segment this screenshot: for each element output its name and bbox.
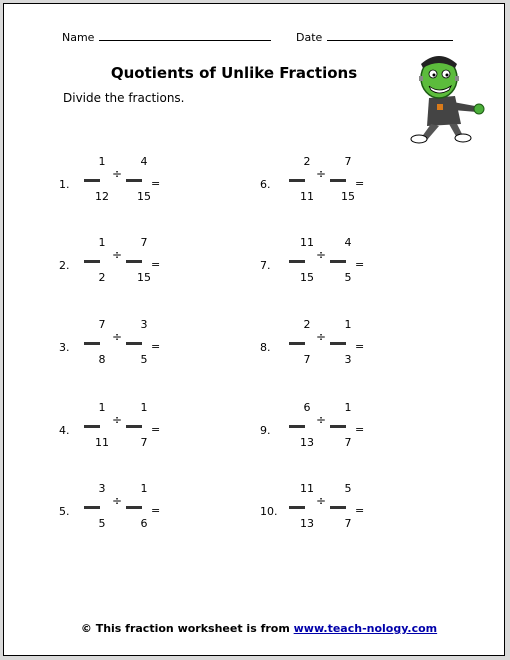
fraction-bar	[330, 425, 346, 428]
problem-number: 1.	[59, 178, 70, 191]
denominator: 2	[98, 271, 106, 284]
divide-sign: ÷	[316, 413, 327, 427]
denominator: 8	[98, 353, 106, 366]
denominator: 13	[300, 436, 314, 449]
fraction-bar	[289, 342, 305, 345]
date-label: Date	[296, 31, 323, 44]
denominator: 7	[344, 517, 352, 530]
equals-sign: =	[151, 258, 161, 271]
equals-sign: =	[355, 340, 365, 353]
fraction-bar	[330, 260, 346, 263]
numerator: 7	[98, 318, 106, 331]
numerator: 1	[140, 482, 148, 495]
instructions: Divide the fractions.	[63, 91, 185, 105]
denominator: 11	[95, 436, 109, 449]
numerator: 4	[344, 236, 352, 249]
problem-number: 3.	[59, 341, 70, 354]
divide-sign: ÷	[112, 413, 123, 427]
denominator: 7	[344, 436, 352, 449]
numerator: 3	[98, 482, 106, 495]
footer-link[interactable]: www.teach-nology.com	[293, 622, 438, 635]
denominator: 5	[344, 271, 352, 284]
problem-number: 7.	[260, 259, 271, 272]
problem-number: 10.	[260, 505, 278, 518]
fraction-bar	[330, 506, 346, 509]
problem-item	[4, 155, 504, 215]
denominator: 15	[137, 190, 151, 203]
date-field[interactable]	[296, 31, 453, 44]
divide-sign: ÷	[316, 248, 327, 262]
name-field[interactable]	[62, 31, 271, 44]
denominator: 15	[137, 271, 151, 284]
worksheet-page	[3, 3, 505, 656]
frankenstein-monster-icon	[399, 46, 487, 146]
worksheet-title: Quotients of Unlike Fractions	[110, 64, 358, 82]
denominator: 12	[95, 190, 109, 203]
problem-number: 4.	[59, 424, 70, 437]
denominator: 7	[140, 436, 148, 449]
problem-item	[4, 236, 504, 296]
numerator: 1	[344, 318, 352, 331]
name-line[interactable]	[99, 31, 271, 41]
numerator: 4	[140, 155, 148, 168]
numerator: 11	[300, 482, 314, 495]
numerator: 1	[98, 155, 106, 168]
numerator: 2	[303, 318, 311, 331]
problem-item	[4, 401, 504, 461]
equals-sign: =	[151, 177, 161, 190]
footer-credit	[4, 622, 510, 635]
problem-number: 6.	[260, 178, 271, 191]
fraction-bar	[289, 179, 305, 182]
fraction-bar	[289, 260, 305, 263]
numerator: 1	[98, 236, 106, 249]
name-label: Name	[62, 31, 95, 44]
numerator: 2	[303, 155, 311, 168]
divide-sign: ÷	[316, 167, 327, 181]
problem-number: 5.	[59, 505, 70, 518]
equals-sign: =	[355, 423, 365, 436]
footer-text: © This fraction worksheet is from	[80, 622, 294, 635]
divide-sign: ÷	[316, 494, 327, 508]
problem-number: 9.	[260, 424, 271, 437]
divide-sign: ÷	[112, 167, 123, 181]
denominator: 5	[140, 353, 148, 366]
divide-sign: ÷	[316, 330, 327, 344]
numerator: 5	[344, 482, 352, 495]
denominator: 7	[303, 353, 311, 366]
equals-sign: =	[355, 504, 365, 517]
fraction-bar	[330, 179, 346, 182]
equals-sign: =	[355, 177, 365, 190]
problem-item	[4, 318, 504, 378]
problem-number: 2.	[59, 259, 70, 272]
divide-sign: ÷	[112, 494, 123, 508]
denominator: 15	[300, 271, 314, 284]
numerator: 3	[140, 318, 148, 331]
numerator: 11	[300, 236, 314, 249]
denominator: 3	[344, 353, 352, 366]
equals-sign: =	[355, 258, 365, 271]
denominator: 15	[341, 190, 355, 203]
fraction-bar	[289, 506, 305, 509]
numerator: 1	[344, 401, 352, 414]
numerator: 1	[140, 401, 148, 414]
denominator: 6	[140, 517, 148, 530]
fraction-bar	[330, 342, 346, 345]
equals-sign: =	[151, 504, 161, 517]
denominator: 13	[300, 517, 314, 530]
fraction-bar	[289, 425, 305, 428]
numerator: 7	[140, 236, 148, 249]
denominator: 5	[98, 517, 106, 530]
equals-sign: =	[151, 423, 161, 436]
divide-sign: ÷	[112, 248, 123, 262]
date-line[interactable]	[327, 31, 453, 41]
equals-sign: =	[151, 340, 161, 353]
divide-sign: ÷	[112, 330, 123, 344]
problem-number: 8.	[260, 341, 271, 354]
numerator: 6	[303, 401, 311, 414]
denominator: 11	[300, 190, 314, 203]
problem-item	[4, 482, 504, 542]
numerator: 7	[344, 155, 352, 168]
numerator: 1	[98, 401, 106, 414]
